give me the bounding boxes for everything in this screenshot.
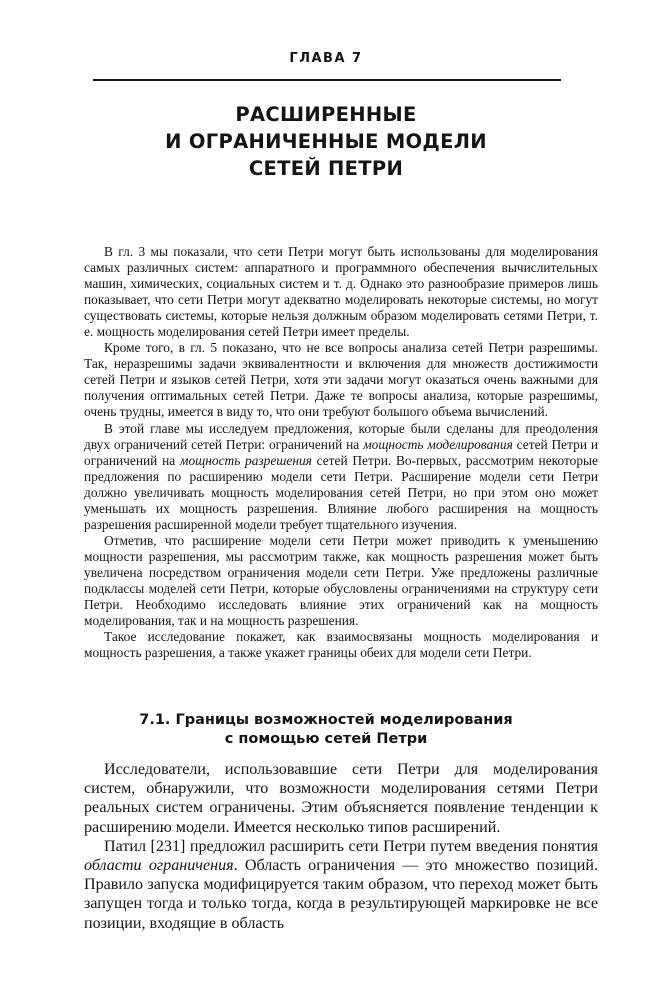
text-run: сетей Петри. Во-первых, рассмотрим некоторые предложения по расширению модели сети Петри. Расширение модели сети Петри должно увеличивать мощность моделирования сетей Петри, но при этом оно может уменьшать их мощность разрешения. Влияние любого расширения на мощность разрешения расширенной модели требует тщательного изучения.	[84, 452, 598, 532]
body-paragraph-2	[84, 837, 598, 933]
emphasis-modeling-power: мощность моделирования	[363, 436, 513, 452]
intro-paragraph-4: Отметив, что расширение модели сети Петри может приводить к уменьшению мощности разрешения, мы рассмотрим также, как мощность разрешения может быть увеличена посредством ограничения модели сети Петри. Уже предложены различные подклассы моделей сети Петри, которые обусловлены ограничениями на структуру сети Петри. Необходимо исследовать влияние этих ограничений как на мощность моделирования, так и на мощность разрешения.	[84, 532, 598, 629]
emphasis-restriction-region: области ограничения	[84, 857, 234, 875]
chapter-label: ГЛАВА 7	[289, 51, 363, 66]
section-heading-line-1: 7.1. Границы возможностей моделирования	[139, 712, 513, 728]
intro-paragraph-2: Кроме того, в гл. 5 показано, что не все вопросы анализа сетей Петри разрешимы. Так, неразрешимы задачи эквивалентности и включения для множеств достижимости сетей Петри и языков сетей Петри, хотя эти задачи могут оказаться очень важными для получения оптимальных сетей Петри. Даже те вопросы анализа, которые разрешимы, очень трудны, имеется в виду то, что они требуют большого объема вычислений.	[84, 340, 598, 420]
body-paragraph-1: Исследователи, использовавшие сети Петри для моделирования систем, обнаружили, что возможности моделирования сетями Петри реальных систем ограничены. Этим объясняется появление тенденции к расширению модели. Имеется несколько типов расширений.	[84, 761, 598, 836]
intro-text	[84, 244, 598, 661]
chapter-title-line-1: РАСШИРЕННЫЕ	[235, 103, 417, 126]
section-heading	[0, 711, 652, 749]
text-run: . Область ограничения — это множество позиций. Правило запуска модифицируется таким образом, что переход может быть запущен тогда и только тогда, когда в результирующей маркировке не все позиции, входящие в область	[84, 857, 598, 932]
text-run: сетей Петри и ограничений на	[84, 436, 598, 468]
text-run: В этой главе мы исследуем предложения, которые были сделаны для преодоления двух ограничений сетей Петри: ограничений на	[84, 420, 598, 452]
intro-paragraph-5: Такое исследование покажет, как взаимосвязаны мощность моделирования и мощность разрешения, а также укажет границы обеих для модели сети Петри.	[84, 629, 598, 661]
chapter-title-line-2: И ОГРАНИЧЕННЫЕ МОДЕЛИ	[165, 130, 487, 153]
chapter-title	[0, 101, 652, 182]
text-run: Патил [231] предложил расширить сети Петри путем введения понятия	[104, 837, 598, 855]
chapter-title-line-3: СЕТЕЙ ПЕТРИ	[248, 157, 404, 180]
header-rule	[93, 79, 561, 81]
section-body	[84, 760, 598, 933]
emphasis-decision-power: мощность разрешения	[179, 452, 312, 468]
section-heading-line-2: с помощью сетей Петри	[224, 731, 428, 747]
intro-paragraph-1: В гл. 3 мы показали, что сети Петри могут быть использованы для моделирования самых различных систем: аппаратного и программного обеспечения вычислительных машин, химических, социальных систем и т. д. Однако это разнообразие примеров лишь показывает, что сети Петри могут адекватно моделировать некоторые системы, но могут существовать системы, которые нельзя должным образом моделировать сетями Петри, т. е. мощность моделирования сетей Петри имеет пределы.	[84, 244, 598, 340]
intro-paragraph-3	[84, 421, 598, 533]
